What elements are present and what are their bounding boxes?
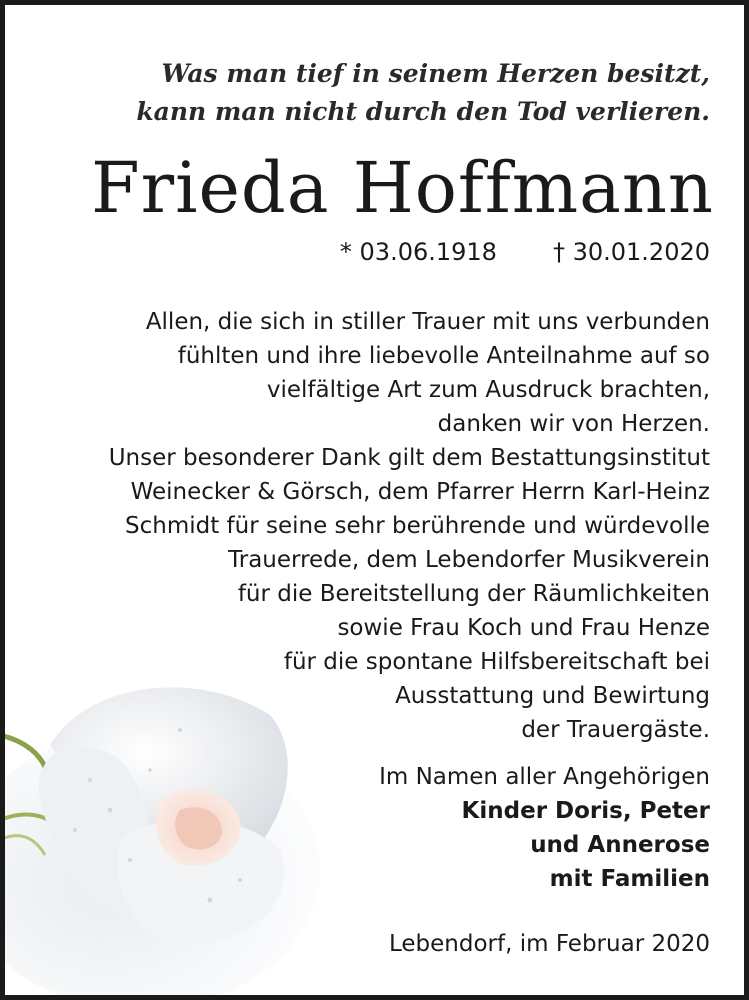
text-line: für die Bereitstellung der Räumlichkeiten — [237, 581, 710, 607]
place-and-date: Lebendorf, im Februar 2020 — [389, 931, 710, 957]
text-line: Trauerrede, dem Lebendorfer Musikverein — [228, 547, 710, 573]
death-date: † 30.01.2020 — [552, 238, 710, 266]
signature-names-3: mit Familien — [549, 866, 710, 892]
text-line: vielfältige Art zum Ausdruck brachten, — [266, 377, 710, 403]
text-line: Ausstattung und Bewirtung — [395, 683, 710, 709]
signature-block — [379, 760, 710, 896]
deceased-name: Frieda Hoffmann — [91, 147, 714, 229]
thank-you-text — [109, 305, 710, 747]
text-line: Schmidt für seine sehr berührende und würdevolle — [125, 513, 710, 539]
text-line: für die spontane Hilfsbereitschaft bei — [283, 649, 710, 675]
text-line: sowie Frau Koch und Frau Henze — [337, 615, 710, 641]
quote-line-1: Was man tief in seinem Herzen besitzt, — [161, 59, 710, 88]
text-line: Weinecker & Görsch, dem Pfarrer Herrn Karl-Heinz — [130, 479, 710, 505]
text-line: danken wir von Herzen. — [437, 411, 710, 437]
birth-date: * 03.06.1918 — [339, 238, 497, 266]
text-line: der Trauergäste. — [521, 717, 710, 743]
text-line: Unser besonderer Dank gilt dem Bestattungsinstitut — [108, 445, 710, 471]
text-line: Allen, die sich in stiller Trauer mit uns verbunden — [145, 309, 710, 335]
memorial-quote — [136, 55, 710, 131]
life-dates — [340, 237, 710, 267]
signature-intro: Im Namen aller Angehörigen — [379, 764, 710, 790]
signature-names-2: und Annerose — [530, 832, 710, 858]
signature-names-1: Kinder Doris, Peter — [461, 798, 710, 824]
text-line: fühlten und ihre liebevolle Anteilnahme auf so — [177, 343, 710, 369]
quote-line-2: kann man nicht durch den Tod verlieren. — [136, 97, 710, 126]
